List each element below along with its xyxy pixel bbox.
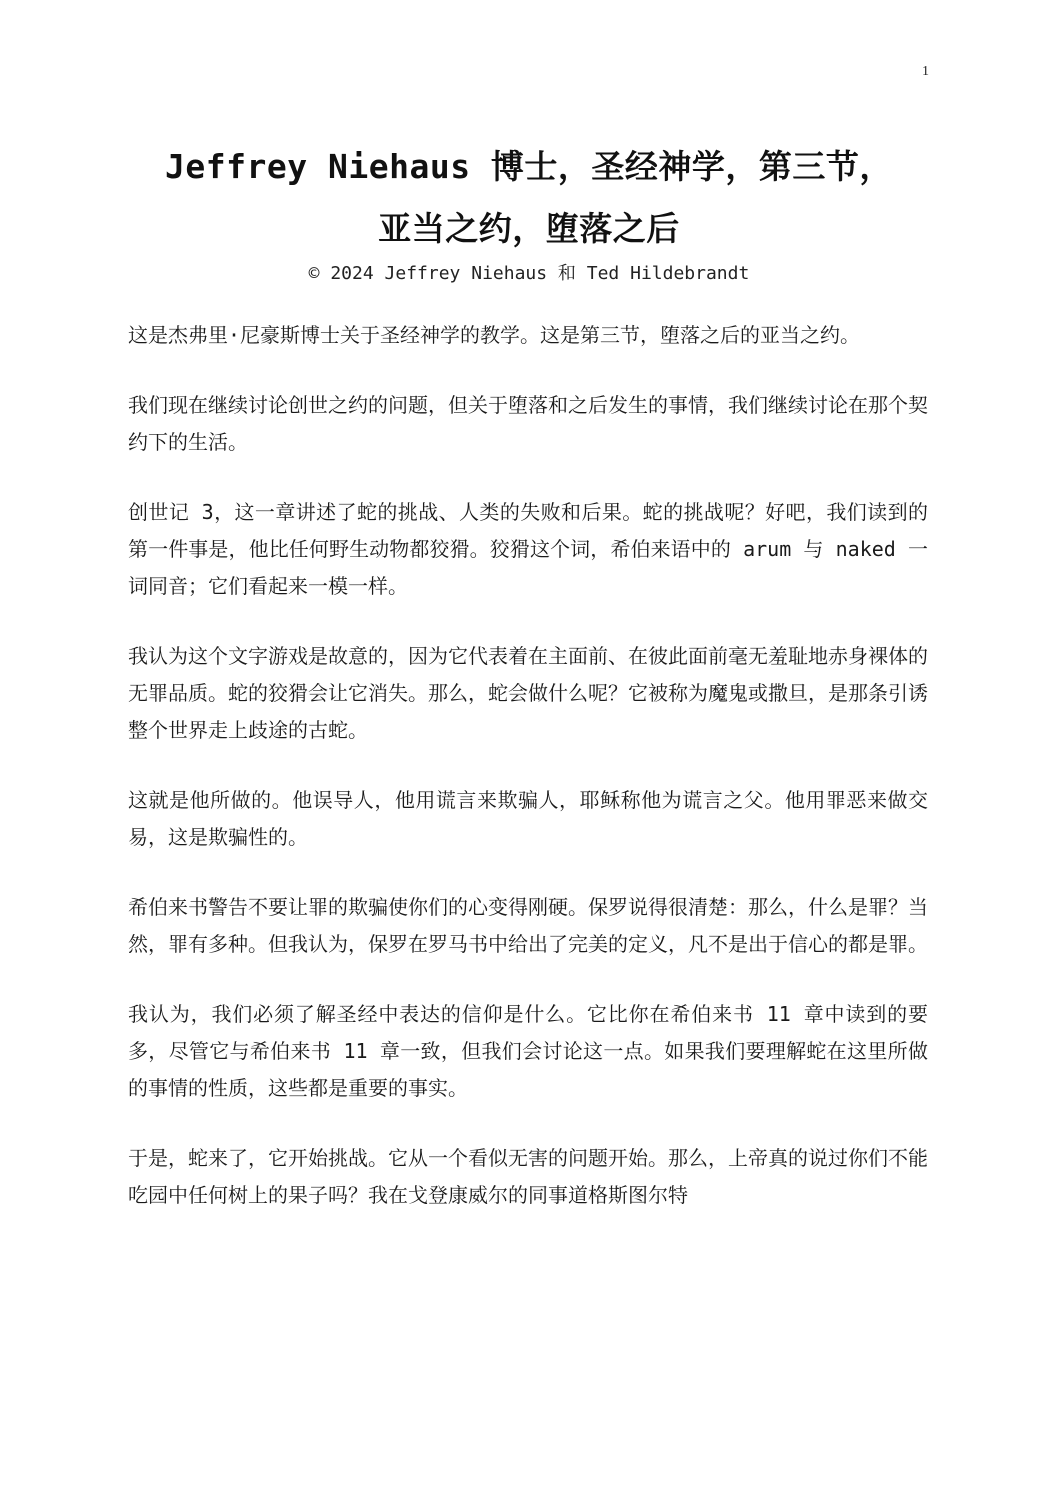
page-number: 1 (922, 64, 929, 79)
paragraph-8: 于是，蛇来了，它开始挑战。它从一个看似无害的问题开始。那么，上帝真的说过你们不能吃园中任何树上的果子吗？我在戈登康威尔的同事道格斯图尔特 (128, 1146, 928, 1207)
title-line-1: Jeffrey Niehaus 博士，圣经神学，第三节， (165, 147, 893, 186)
copyright-line: © 2024 Jeffrey Niehaus 和 Ted Hildebrandt (308, 263, 750, 284)
paragraph-4: 我认为这个文字游戏是故意的，因为它代表着在主面前、在彼此面前毫无羞耻地赤身裸体的无罪品质。蛇的狡猾会让它消失。那么，蛇会做什么呢？它被称为魔鬼或撒旦，是那条引诱整个世界走上歧途的古蛇。 (128, 644, 928, 742)
paragraph-6: 希伯来书警告不要让罪的欺骗使你们的心变得刚硬。保罗说得很清楚：那么，什么是罪？当然，罪有多种。但我认为，保罗在罗马书中给出了完美的定义，凡不是出于信心的都是罪。 (128, 895, 928, 956)
paragraph-1: 这是杰弗里·尼豪斯博士关于圣经神学的教学。这是第三节，堕落之后的亚当之约。 (128, 323, 861, 347)
paragraph-3: 创世记 3，这一章讲述了蛇的挑战、人类的失败和后果。蛇的挑战呢？好吧，我们读到的第一件事是，他比任何野生动物都狡猾。狡猾这个词，希伯来语中的 arum 与 naked 一词同音；它们看起来一模一样。 (128, 500, 928, 598)
document-title (60, 136, 998, 260)
paragraph-7: 我认为，我们必须了解圣经中表达的信仰是什么。它比你在希伯来书 11 章中读到的要多，尽管它与希伯来书 11 章一致，但我们会讨论这一点。如果我们要理解蛇在这里所做的事情的性质，这些都是重要的事实。 (128, 1002, 928, 1100)
paragraph-2: 我们现在继续讨论创世之约的问题，但关于堕落和之后发生的事情，我们继续讨论在那个契约下的生活。 (128, 393, 928, 454)
document-body (128, 317, 928, 1247)
paragraph-5: 这就是他所做的。他误导人，他用谎言来欺骗人，耶稣称他为谎言之父。他用罪恶来做交易，这是欺骗性的。 (128, 788, 928, 849)
title-line-2: 亚当之约，堕落之后 (378, 209, 680, 248)
